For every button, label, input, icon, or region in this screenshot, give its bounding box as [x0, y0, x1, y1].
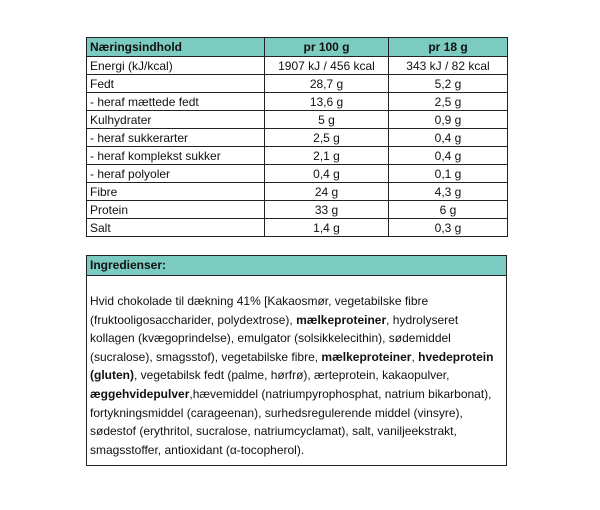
allergen-text: mælkeproteiner — [321, 349, 412, 364]
nutrition-table — [86, 37, 508, 237]
per-100g-cell: 13,6 g — [265, 93, 389, 111]
table-row — [87, 93, 508, 111]
nutrient-name-cell: - heraf komplekst sukker — [87, 147, 265, 165]
nutrient-name-cell: Fedt — [87, 75, 265, 93]
ingredient-text: , vegetabilsk fedt (palme, hørfrø), ærteprotein, kakaopulver, — [134, 368, 450, 383]
per-18g-cell: 343 kJ / 82 kcal — [389, 57, 508, 75]
per-100g-cell: 1,4 g — [265, 219, 389, 237]
table-row — [87, 201, 508, 219]
ingredient-text: Hvid chokolade til dækning 41% [Kakaosmør, vegetabilske fibre (fruktooligosaccharider, polydextrose), — [90, 294, 429, 327]
nutrient-name-cell: Protein — [87, 201, 265, 219]
ingredient-text: , — [411, 349, 419, 364]
nutrient-name-cell: - heraf polyoler — [87, 165, 265, 183]
allergen-text: mælkeproteiner — [296, 312, 387, 327]
column-header-nutrient: Næringsindhold — [87, 38, 265, 57]
per-18g-cell: 4,3 g — [389, 183, 508, 201]
nutrition-header-row — [87, 38, 508, 57]
ingredients-box — [86, 255, 507, 466]
allergen-text: æggehvidepulver — [90, 386, 190, 401]
allergen-text: hvedeprotein (gluten) — [90, 349, 494, 383]
table-row — [87, 183, 508, 201]
table-row — [87, 75, 508, 93]
table-row — [87, 129, 508, 147]
per-100g-cell: 28,7 g — [265, 75, 389, 93]
per-100g-cell: 1907 kJ / 456 kcal — [265, 57, 389, 75]
table-row — [87, 57, 508, 75]
nutrient-name-cell: Fibre — [87, 183, 265, 201]
table-row — [87, 147, 508, 165]
column-header-per-18g: pr 18 g — [389, 38, 508, 57]
per-18g-cell: 0,4 g — [389, 129, 508, 147]
per-100g-cell: 5 g — [265, 111, 389, 129]
nutrient-name-cell: - heraf sukkerarter — [87, 129, 265, 147]
per-18g-cell: 0,3 g — [389, 219, 508, 237]
per-100g-cell: 2,1 g — [265, 147, 389, 165]
nutrient-name-cell: Energi (kJ/kcal) — [87, 57, 265, 75]
per-18g-cell: 6 g — [389, 201, 508, 219]
ingredient-text: , hydrolyseret kollagen (kvægoprindelse), emulgator (solsikkelecithin), sødemiddel (sucralose), smagsstof), vegetabilske fibre, — [90, 312, 459, 364]
per-18g-cell: 0,1 g — [389, 165, 508, 183]
per-100g-cell: 0,4 g — [265, 165, 389, 183]
column-header-per-100g: pr 100 g — [265, 38, 389, 57]
per-100g-cell: 24 g — [265, 183, 389, 201]
table-row — [87, 219, 508, 237]
ingredients-text — [87, 276, 506, 459]
nutrient-name-cell: Kulhydrater — [87, 111, 265, 129]
ingredients-header: Ingredienser: — [87, 256, 506, 276]
nutrient-name-cell: - heraf mættede fedt — [87, 93, 265, 111]
per-100g-cell: 33 g — [265, 201, 389, 219]
per-18g-cell: 0,4 g — [389, 147, 508, 165]
ingredient-text: ,hævemiddel (natriumpyrophosphat, natrium bikarbonat), fortykningsmiddel (carageenan), surhedsregulerende middel (vinsyre), sødestof (erythritol, sucralose, natriumcyclamat), salt, vaniljeekstrakt, smagsstoffer, antioxidant (α-tocopherol). — [90, 386, 492, 457]
nutrient-name-cell: Salt — [87, 219, 265, 237]
per-18g-cell: 5,2 g — [389, 75, 508, 93]
per-100g-cell: 2,5 g — [265, 129, 389, 147]
per-18g-cell: 2,5 g — [389, 93, 508, 111]
per-18g-cell: 0,9 g — [389, 111, 508, 129]
table-row — [87, 165, 508, 183]
table-row — [87, 111, 508, 129]
